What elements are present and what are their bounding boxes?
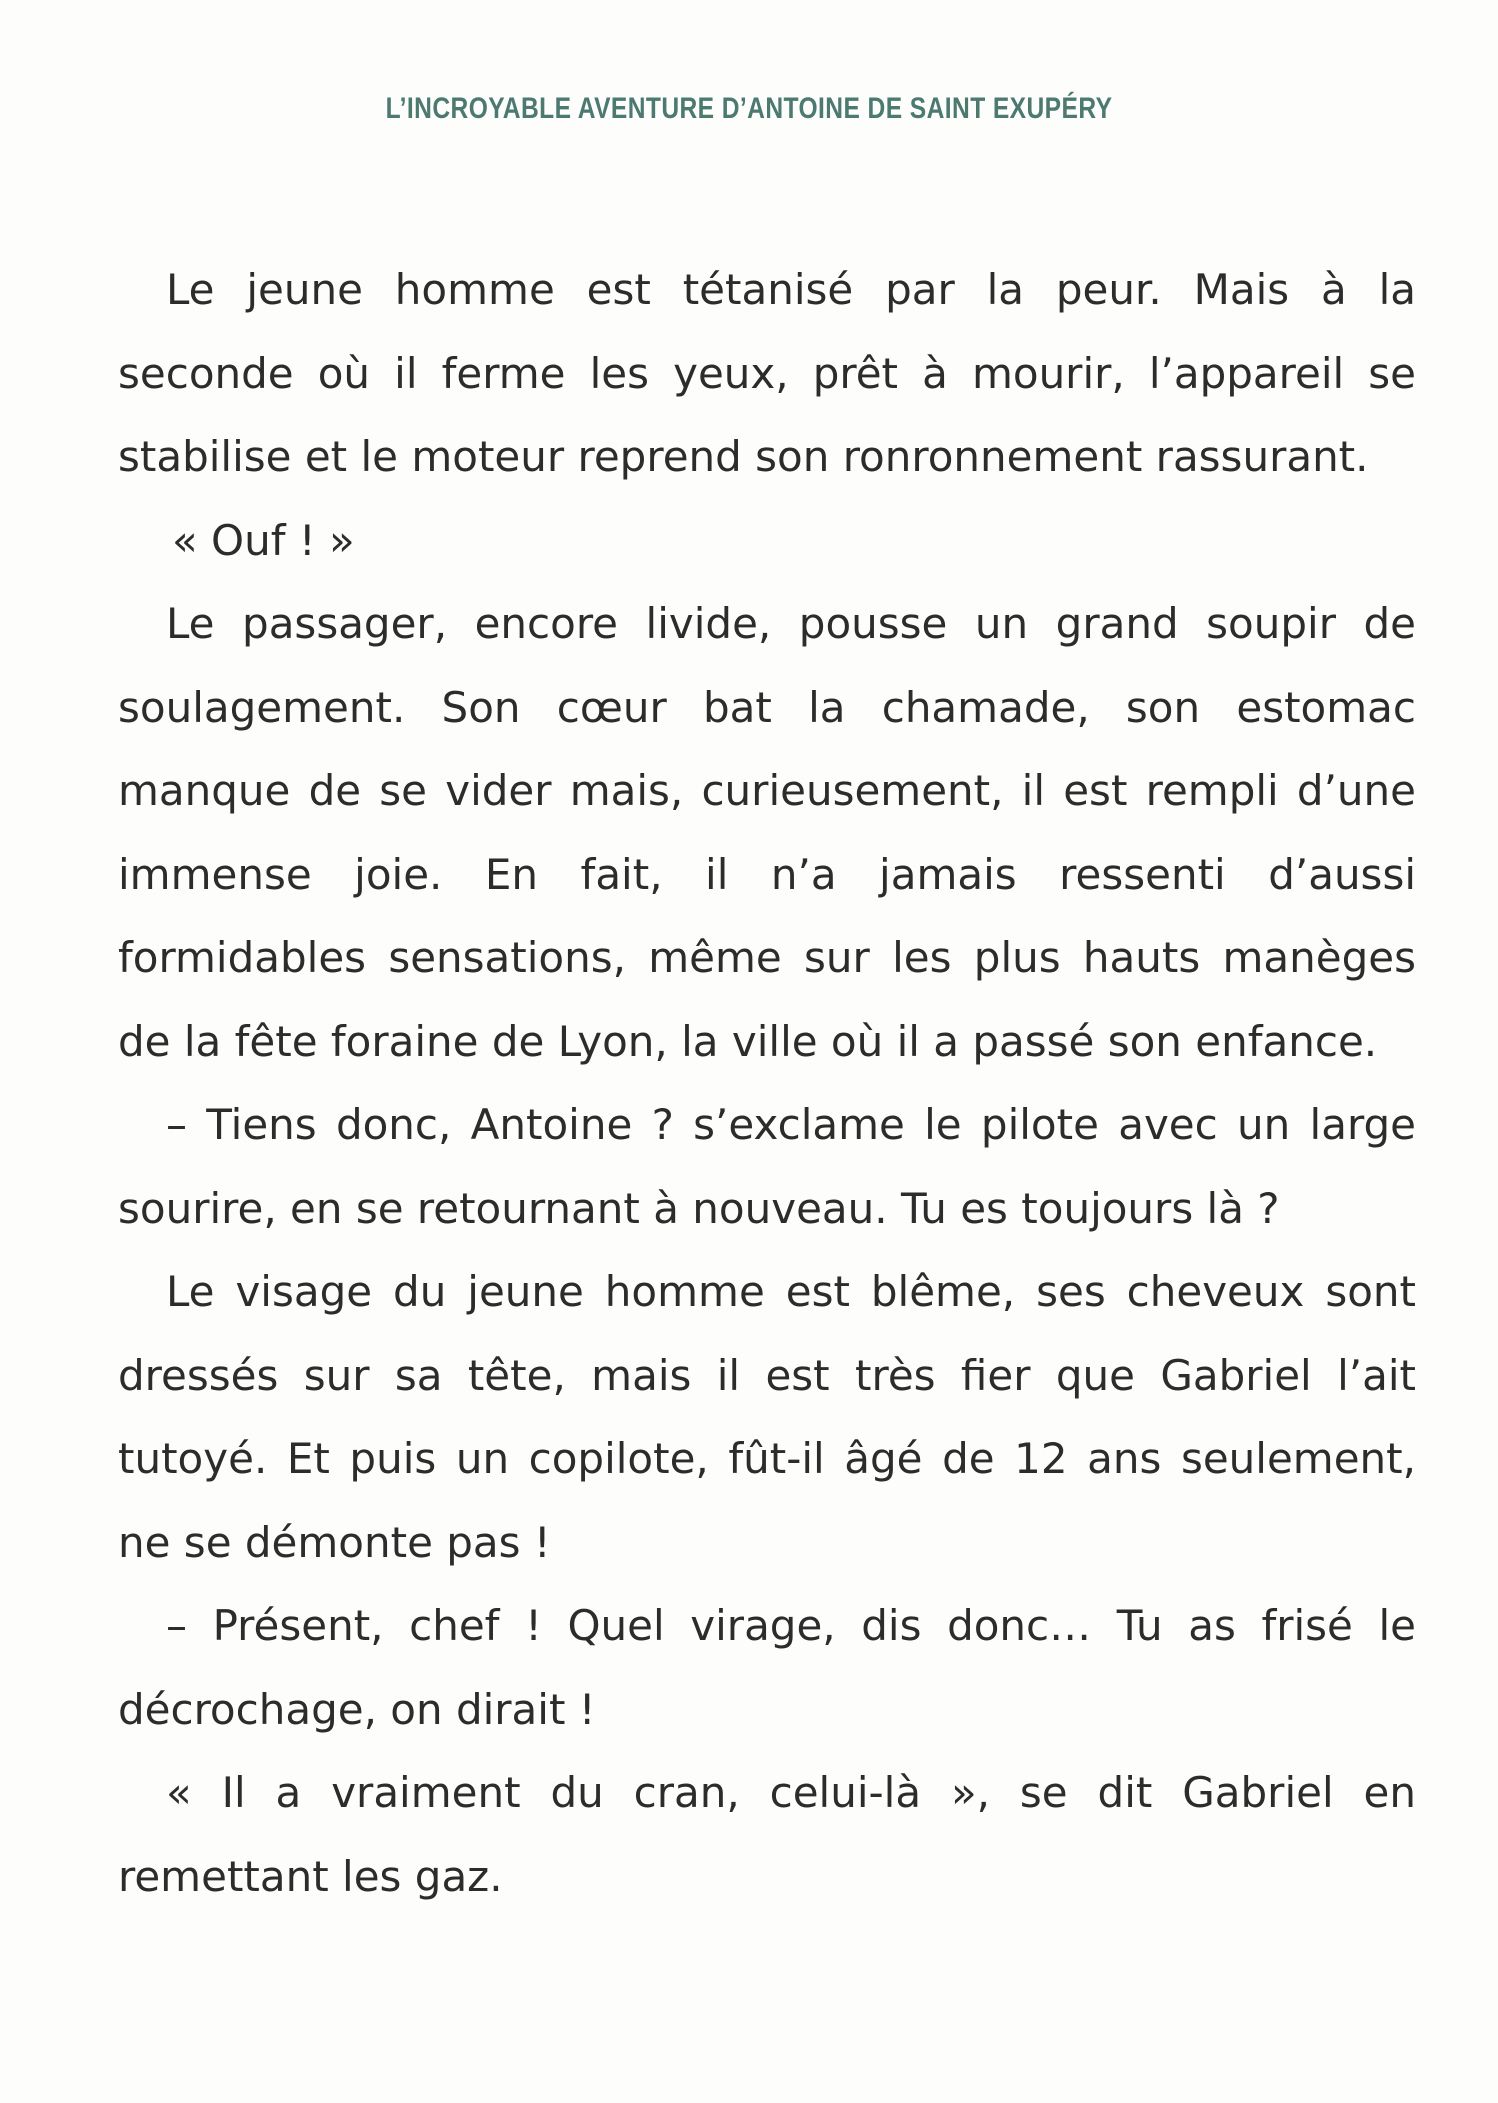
paragraph: – Tiens donc, Antoine ? s’exclame le pilote avec un large sourire, en se retournant à nouveau. Tu es toujours là ? bbox=[118, 1100, 1416, 1233]
paragraph: Le visage du jeune homme est blême, ses cheveux sont dressés sur sa tête, mais il est très fier que Gabriel l’ait tutoyé. Et puis un copilote, fût-il âgé de 12 ans seulement, ne se démonte pas ! bbox=[118, 1267, 1416, 1567]
paragraph: « Ouf ! » bbox=[172, 515, 355, 565]
paragraph: – Présent, chef ! Quel virage, dis donc… Tu as frisé le décrochage, on dirait ! bbox=[118, 1601, 1416, 1734]
running-head-title: L’INCROYABLE AVENTURE D’ANTOINE DE SAINT EXUPÉRY bbox=[385, 92, 1113, 125]
body-text bbox=[118, 248, 1416, 1918]
paragraph: « Il a vraiment du cran, celui-là », se dit Gabriel en remettant les gaz. bbox=[118, 1768, 1416, 1901]
paragraph: Le passager, encore livide, pousse un grand soupir de soulagement. Son cœur bat la chamade, son estomac manque de se vider mais, curieusement, il est rempli d’une immense joie. En fait, il n’a jamais ressenti d’aussi formidables sensations, même sur les plus hauts manèges de la fête foraine de Lyon, la ville où il a passé son enfance. bbox=[118, 599, 1416, 1066]
paragraph: Le jeune homme est tétanisé par la peur. Mais à la seconde où il ferme les yeux, prêt à mourir, l’appareil se stabilise et le moteur reprend son ronronnement rassurant. bbox=[118, 265, 1416, 481]
